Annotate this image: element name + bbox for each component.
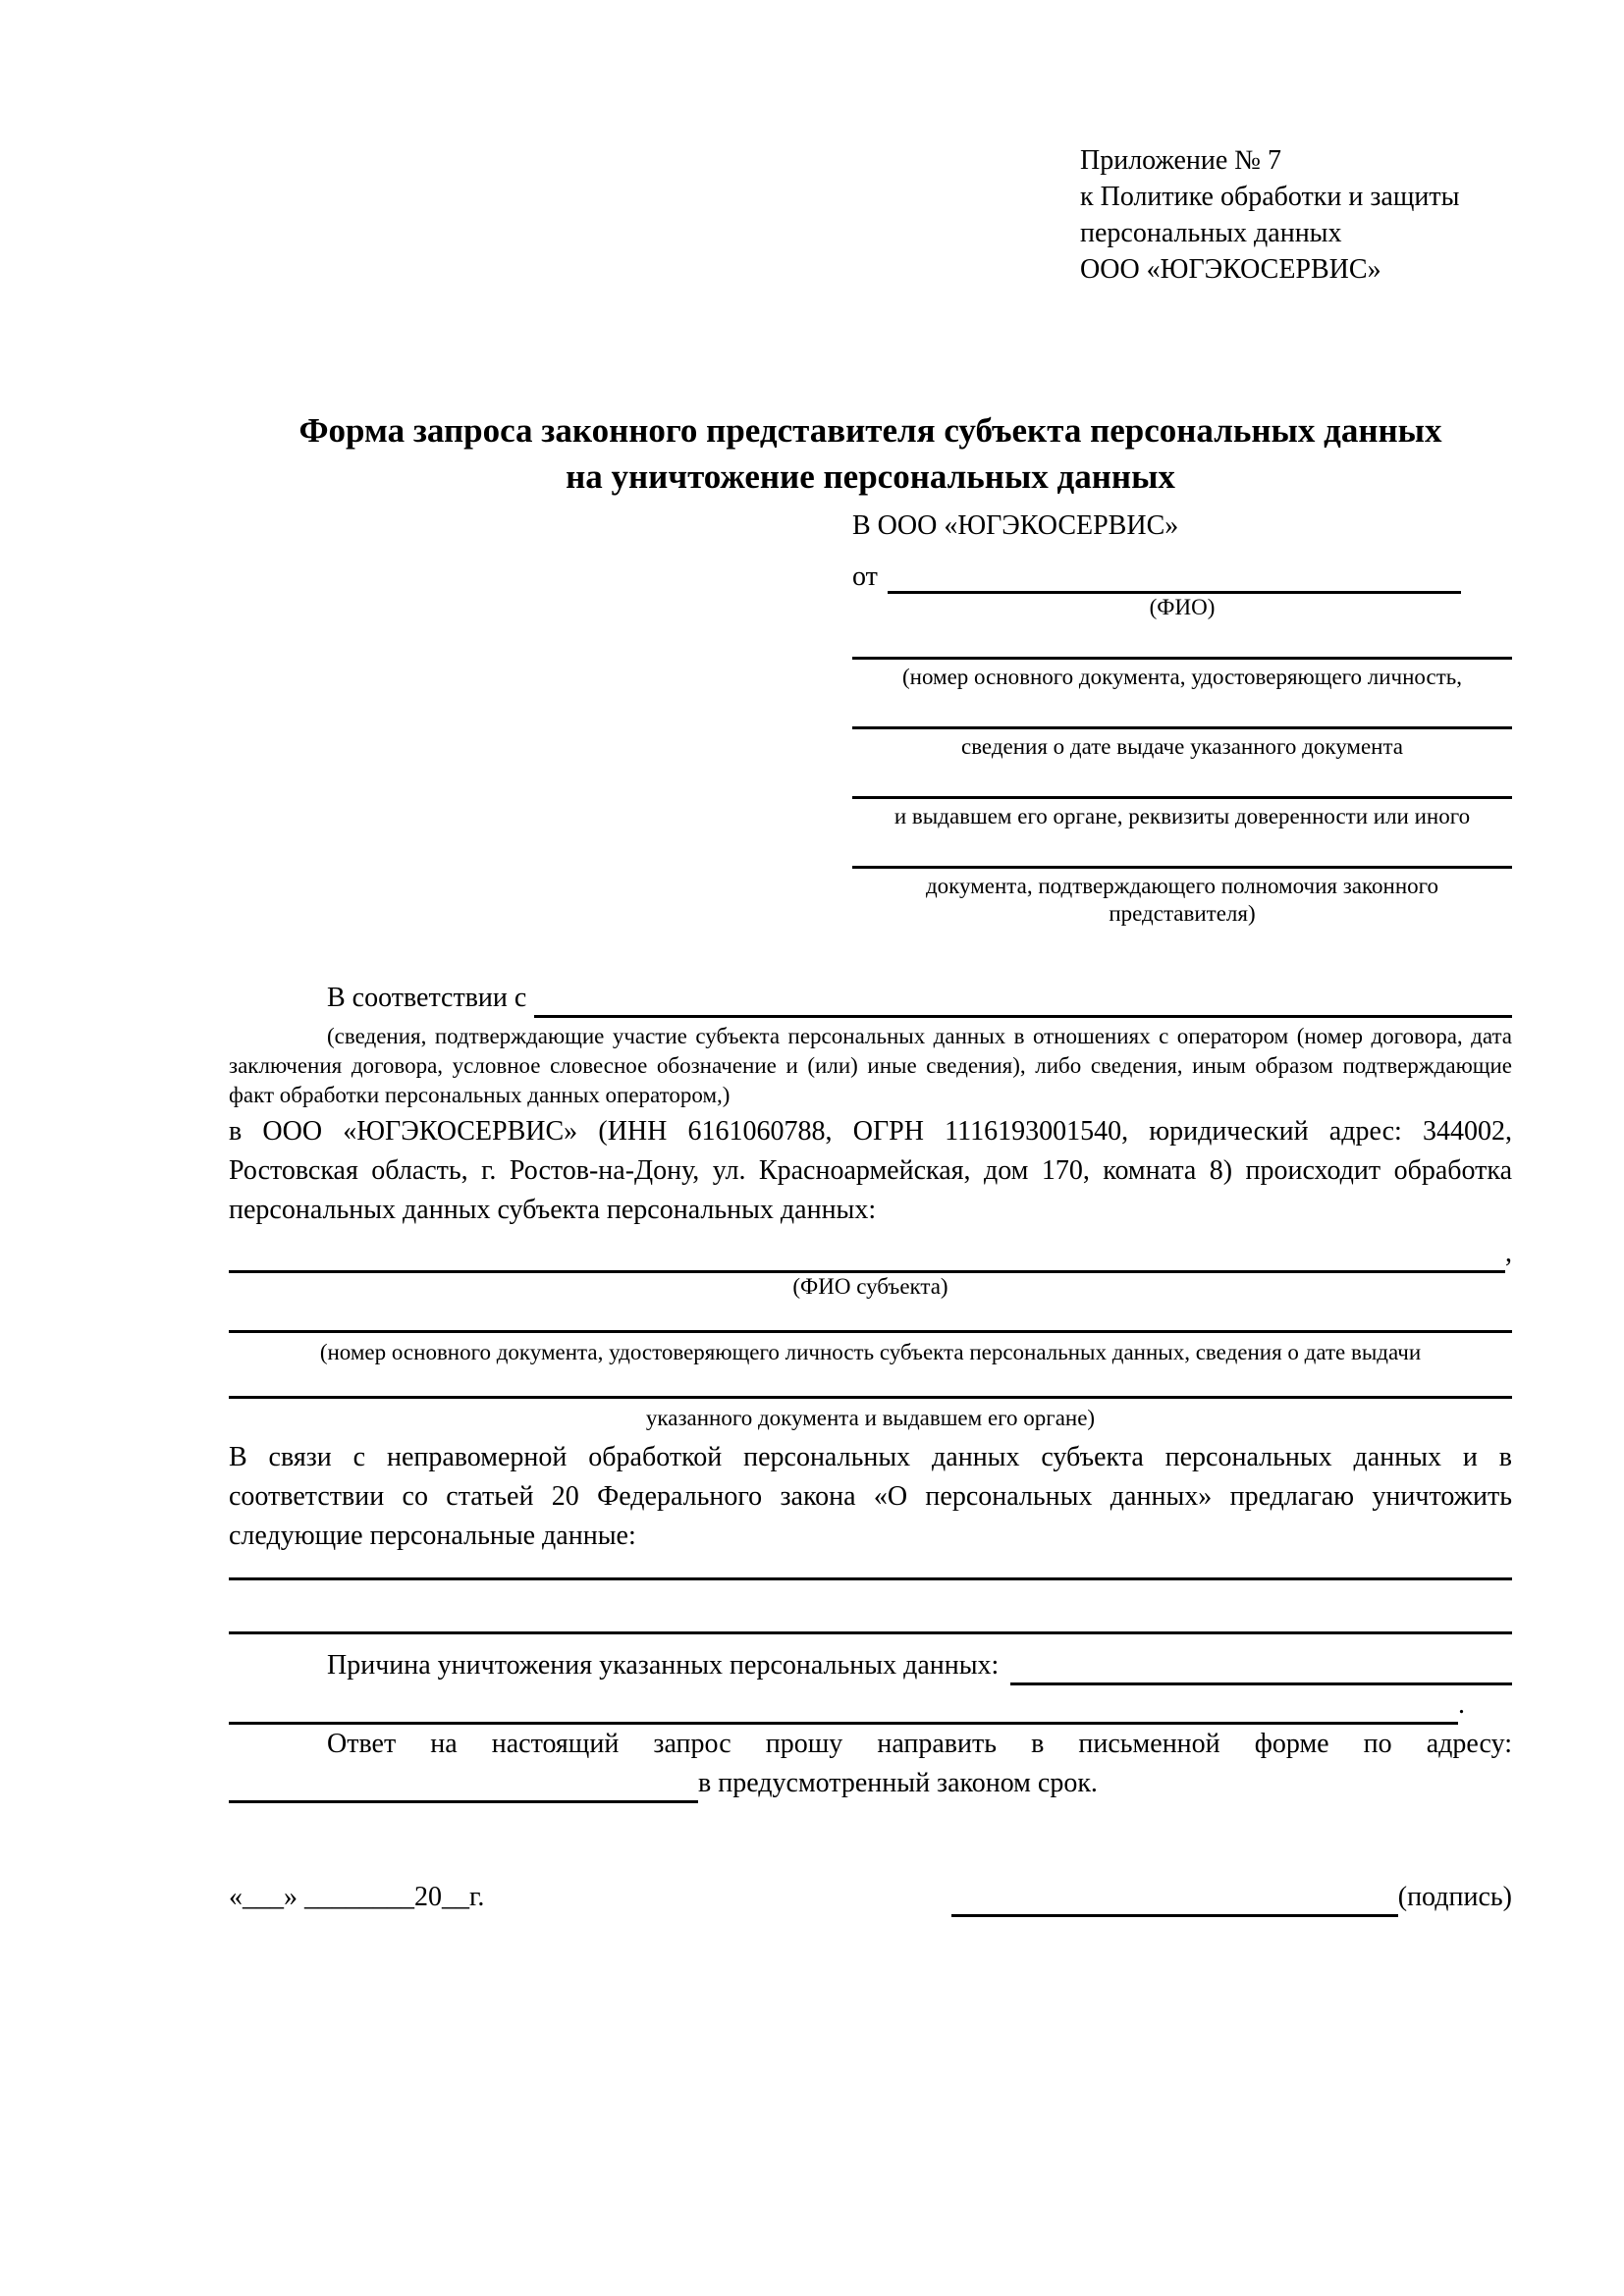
appendix-line: ООО «ЮГЭКОСЕРВИС» <box>1080 254 1381 285</box>
according-row <box>229 975 1512 1018</box>
blank-line <box>852 657 1512 660</box>
signature-group <box>951 1874 1512 1917</box>
reason-blank-line-2 <box>229 1685 1458 1725</box>
according-label: В соответствии с <box>327 983 527 1013</box>
date-line: «___» ________20__г. <box>229 1882 485 1912</box>
blank-line <box>852 726 1512 729</box>
subject-document-group2 <box>229 1396 1512 1432</box>
signature-caption: (подпись) <box>1397 1882 1512 1912</box>
blank-line-caption: (номер основного документа, удостоверяющего личность, <box>901 665 1462 689</box>
reason-row <box>229 1642 1512 1685</box>
according-blank-line <box>534 975 1512 1018</box>
data-blank-line-1 <box>229 1577 1512 1580</box>
blank-line-caption: сведения о дате выдаче указанного документа <box>960 734 1404 759</box>
trailing-comma: , <box>1505 1238 1512 1268</box>
answer-address-row <box>229 1764 1512 1803</box>
addressee-block <box>852 509 1512 928</box>
answer-paragraph: Ответ на настоящий запрос прошу направить в письменной форме по адресу: <box>327 1729 1512 1759</box>
blank-line-caption: указанного документа и выдавшем его органе) <box>645 1406 1096 1430</box>
appendix-header <box>1080 142 1512 288</box>
addressee-org: В ООО «ЮГЭКОСЕРВИС» <box>852 510 1179 541</box>
subject-document-group <box>229 1330 1512 1366</box>
document-title-line2: на уничтожение персональных данных <box>566 457 1175 496</box>
from-label: от <box>852 561 878 592</box>
fio-caption: (ФИО) <box>1149 595 1216 619</box>
subject-fio-blank-line <box>229 1230 1505 1273</box>
appendix-line: к Политике обработки и защиты <box>1080 182 1460 212</box>
signature-blank-line <box>951 1874 1398 1917</box>
trailing-period: . <box>1458 1689 1465 1720</box>
blank-line <box>229 1330 1512 1333</box>
subject-fio-row <box>229 1230 1512 1273</box>
reason-continuation-row <box>229 1685 1512 1725</box>
answer-tail: в предусмотренный законом срок. <box>698 1768 1098 1798</box>
blank-line <box>229 1396 1512 1399</box>
blank-line-caption: документа, подтверждающего полномочия законного представителя) <box>925 874 1438 926</box>
document-number-group <box>852 657 1512 691</box>
blank-line-caption: (номер основного документа, удостоверяющего личность субъекта персональных данных, сведения о дате выдачи <box>319 1340 1422 1364</box>
appendix-line: персональных данных <box>1080 218 1342 248</box>
address-blank-line <box>229 1764 698 1803</box>
blank-line <box>852 866 1512 869</box>
request-paragraph: В связи с неправомерной обработкой персональных данных субъекта персональных данных и в соответствии со статьей 20 Федерального закона «О персональных данных» предлагаю уничтожить следующие персональные данные: <box>229 1442 1512 1551</box>
blank-line-caption: и выдавшем его органе, реквизиты доверенности или иного <box>893 804 1471 828</box>
authority-document-group <box>852 866 1512 928</box>
fio-blank-line <box>888 557 1461 594</box>
document-title <box>229 407 1512 500</box>
reason-label: Причина уничтожения указанных персональных данных: <box>327 1650 1000 1681</box>
footer-row <box>229 1874 1512 1917</box>
subject-fio-caption: (ФИО субъекта) <box>792 1274 948 1299</box>
issuing-authority-group <box>852 796 1512 830</box>
operator-paragraph: в ООО «ЮГЭКОСЕРВИС» (ИНН 6161060788, ОГРН 1116193001540, юридический адрес: 344002, Ростовская область, г. Ростов-на-Дону, ул. Красноармейская, дом 170, комната 8) происходит обработка персональных данных субъекта персональных данных: <box>229 1116 1512 1225</box>
from-row <box>852 557 1512 594</box>
appendix-line: Приложение № 7 <box>1080 145 1281 176</box>
data-blank-line-2 <box>229 1631 1512 1634</box>
document-title-line1: Форма запроса законного представителя субъекта персональных данных <box>298 411 1442 450</box>
blank-line <box>852 796 1512 799</box>
small-print-note: (сведения, подтверждающие участие субъекта персональных данных в отношениях с оператором (номер договора, дата заключения договора, условное словесное обозначение и (или) иные сведения), либо сведения, иным образом подтверждающие факт обработки персональных данных оператором,) <box>229 1024 1512 1107</box>
issue-date-group <box>852 726 1512 761</box>
reason-blank-line <box>1010 1642 1512 1685</box>
